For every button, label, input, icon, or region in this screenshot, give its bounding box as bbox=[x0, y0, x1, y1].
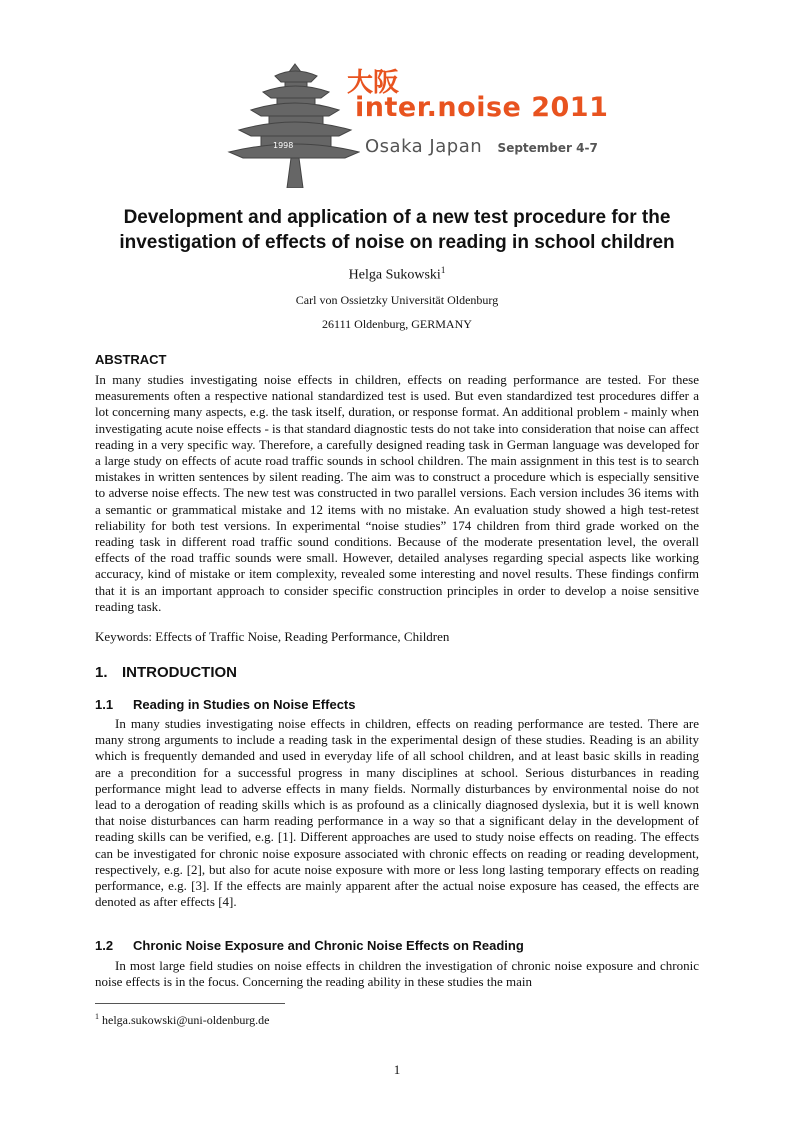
conference-logo bbox=[225, 58, 609, 188]
footnote-email: helga.sukowski@uni-oldenburg.de bbox=[102, 1013, 270, 1027]
affiliation-line2: 26111 Oldenburg, GERMANY bbox=[322, 317, 472, 331]
subsection-title: Reading in Studies on Noise Effects bbox=[133, 697, 356, 712]
author-footnote-mark: 1 bbox=[440, 265, 446, 275]
abstract-text: In many studies investigating noise effects in children, effects on reading performance are tested. For these measurements often a respective national standardized test is used. But even standardized test procedures differ a lot concerning many aspects, e.g. the task itself, duration, or response format. An additional problem - mainly when investigating acute noise effects - is that standard diagnostic tests do not take into consideration that noise can affect reading in a very specific way. Therefore, a carefully designed reading task in German language was developed for a large study on effects of acute road traffic sounds in school children. The main assignment in this test is to search mistakes in written sentences by silent reading. The aim was to construct a procedure which is especially sensitive to adverse noise effects. The new test was constructed in two parallel versions. Each version includes 36 items with a semantic or grammatical mistake and 12 items with no mistake. An evaluation study showed a high test-retest reliability for both test versions. In experimental “noise studies” 174 children from third grade worked on the reading task in different road traffic sound conditions. Because of the moderate presentation level, the overall effects of the road traffic sounds were small. However, detailed analyses regarding special aspects like working accuracy, kind of mistake or item complexity, revealed some interesting and novel results. These findings confirm that it is an important approach to consider specific construction principles in order to develop a noise sensitive reading task. bbox=[95, 372, 699, 614]
keywords: Keywords: Effects of Traffic Noise, Reading Performance, Children bbox=[95, 629, 450, 644]
author bbox=[0, 265, 794, 284]
subsection-1-2-text: In most large field studies on noise effects in children the investigation of chronic noise exposure and chronic noise effects is in the focus. Concerning the reading ability in these studies the main bbox=[95, 958, 699, 990]
logo-location: Osaka Japan bbox=[365, 136, 483, 157]
affiliation-line1: Carl von Ossietzky Universität Oldenburg bbox=[295, 293, 499, 307]
logo-subtitle bbox=[365, 136, 598, 157]
page-number: 1 bbox=[393, 1062, 401, 1077]
footnote bbox=[95, 1012, 269, 1028]
logo-kanji: 大阪 bbox=[347, 68, 400, 98]
osaka-castle-icon bbox=[225, 58, 360, 188]
section-heading-introduction bbox=[95, 664, 237, 681]
castle-year: 1998 bbox=[273, 141, 294, 150]
logo-dates: September 4-7 bbox=[497, 141, 598, 155]
subsection-number: 1.2 bbox=[95, 938, 114, 953]
footnote-divider bbox=[95, 1003, 285, 1004]
logo-title: inter.noise 2011 bbox=[355, 92, 609, 123]
subsection-heading-1-2 bbox=[95, 938, 524, 953]
subsection-1-1-text: In many studies investigating noise effects in children, effects on reading performance are tested. There are many strong arguments to include a reading task in the experimental design of these studies. Reading is an ability which is frequently demanded and used in everyday life of all school children, and at least basic skills in reading are a precondition for a successful progress in many disciplines at school. Serious disturbances in reading performance might lead to adverse effects in many fields. Normally disturbances by environmental noise do not lead to a derogation of reading skills which is as profound as a clinically diagnosed dyslexia, but it is well known that noise disturbances can harm reading performance in a way so that a significant delay in the development of reading skills can be verified, e.g. [1]. Different approaches are used to study noise effects on reading. The effects can be investigated for chronic noise exposure associated with chronic effects on reading or reading development, respectively, e.g. [2], but also for acute noise exposure with more or less long lasting temporary effects on reading performance, e.g. [3]. If the effects are mainly apparent after the actual noise exposure has ceased, the effects are denoted as after effects [4]. bbox=[95, 716, 699, 910]
abstract-heading: ABSTRACT bbox=[95, 352, 167, 367]
footnote-mark: 1 bbox=[95, 1012, 99, 1021]
subsection-heading-1-1 bbox=[95, 697, 355, 712]
paper-title: Development and application of a new test procedure for the investigation of effects of noise on reading in school children bbox=[119, 207, 675, 253]
section-title: INTRODUCTION bbox=[122, 664, 237, 681]
subsection-title: Chronic Noise Exposure and Chronic Noise Effects on Reading bbox=[133, 938, 524, 953]
section-number: 1. bbox=[95, 664, 108, 681]
author-name: Helga Sukowski bbox=[348, 267, 441, 283]
subsection-number: 1.1 bbox=[95, 697, 114, 712]
